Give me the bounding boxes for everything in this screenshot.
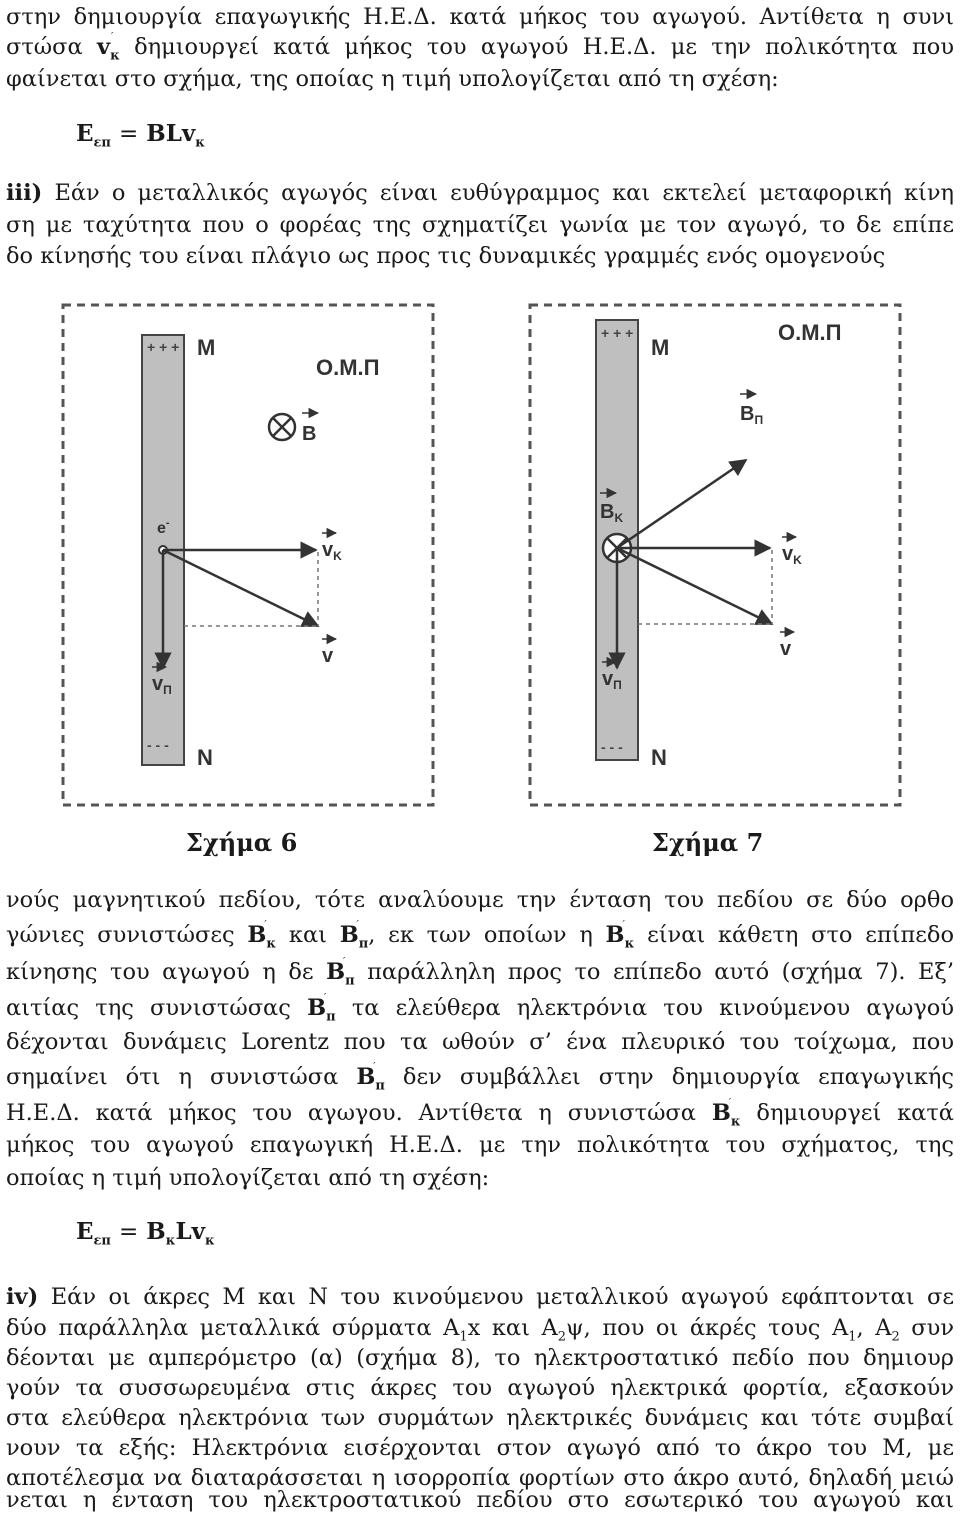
paragraph-line: αιτίας της $\sigma\upsilon\nu\iota\sigma\tau ώ\sigma\alpha\varsigma \to B_\pi$ τα ελεύθερα ηλεκτρόνια του κινούμενου αγωγού [6,993,954,1023]
label-b: B [302,423,317,445]
vector-symbol: → $B_\kappa$ [247,920,276,950]
negative-charges: - - - [601,739,623,755]
paragraph-line: σημαίνει ότι η $\sigma\upsilon\nu\iota\sigma\tau ώ\sigma\alpha \to B_\pi$ δεν συμβάλλει στην δημιουργία επαγωγικής [6,1062,954,1092]
label-vk: $v_K$ [322,539,342,563]
figure-6-caption: Σχήμα 6 [186,828,298,857]
vector-symbol: → $B_\kappa$ [606,920,635,950]
paragraph-line: iv) Εάν οι άκρες Μ και Ν του κινούμενου μεταλλικού αγωγού εφάπτονται σε [6,1284,954,1310]
label-bk: $B_K$ [600,501,624,525]
equation-emf: $E_{\varepsilon\pi} = BLv_\kappa$ [76,120,205,151]
field-region-border [530,305,900,805]
figures-svg [0,290,960,830]
paragraph-line: μήκος του αγωγού επαγωγική Η.Ε.Δ. με την πολικότητα του σχήματος, της [6,1132,954,1158]
paragraph-line: νούς μαγνητικού πεδίου, τότε αναλύουμε την ένταση του πεδίου σε δύο ορθο [6,887,954,913]
magnetic-field-into-page-icon [269,414,295,440]
item-label: iv) [6,1284,39,1310]
label-vp: $v_\Pi$ [602,668,622,692]
paragraph-line: αποτέλεσμα να διαταράσσεται η ισορροπία φορτίων στο άκρο αυτό, δηλαδή μειώ [6,1465,954,1491]
text-span: στώσα [6,34,83,60]
vector-symbol: → $B_\pi$ [340,920,369,950]
vector-v [617,548,772,624]
label-field: Ο.Μ.Π [316,355,380,380]
positive-charges: + + + [147,339,180,355]
figure-7-caption: Σχήμα 7 [652,828,764,857]
figure-7 [530,305,900,805]
vector-symbol: → $v_\kappa$ [97,32,120,62]
item-label: iii) [6,180,43,206]
field-region-border [63,305,433,805]
paragraph-line: νεται η ένταση του ηλεκτροστατικού πεδίου στο εσωτερικό του αγωγού και [6,1487,954,1513]
positive-charges: + + + [601,325,634,341]
equation-emf-component: $E_{\varepsilon\pi} = B_\kappa Lv_\kappa$ [76,1218,215,1249]
paragraph-line: δύο παράλληλα μεταλλικά σύρματα $A_1x$ και $A_2\psi$, που οι άκρές τους $A_1$, $A_2$ συν [6,1315,954,1343]
label-bp: $B_\Pi$ [740,403,764,427]
paragraph-line: οποίας η τιμή υπολογίζεται από τη σχέση: [6,1165,490,1191]
label-v: v [780,638,792,660]
paragraph-line: φαίνεται στο σχήμα, της οποίας η τιμή υπολογίζεται από τη σχέση: [6,66,779,92]
label-end-m: M [651,335,670,360]
vector-v [163,550,318,626]
paragraph-line: Η.Ε.Δ. κατά μήκος του αγωγου. Αντίθετα η $\sigma\upsilon\nu\iota\sigma\tau ώ\sigma\alpha \to B_\kappa$ δημιουργεί κατά [6,1098,954,1128]
paragraph-line: δέονται με αμπερόμετρο (α) (σχήμα 8), το ηλεκτροστατικό πεδίο που δημιουρ [6,1345,954,1371]
paragraph-line: iii) Εάν ο μεταλλικός αγωγός είναι ευθύγραμμος και εκτελεί μεταφορική κίνη [6,180,954,206]
vector-symbol: → $B_\pi$ [326,957,355,987]
label-end-n: N [197,745,213,770]
paragraph-line: δέχονται δυνάμεις Lorentz που τα ωθούν σ’ ένα πλευρικό του τοίχωμα, που [6,1029,954,1055]
label-electron: e- [157,517,170,537]
paragraph-line: γώνιες $\sigma\upsilon\nu\iota\sigma\tau ώ\sigma\varepsilon\varsigma \to B_\kappa$ $\kappa\alpha\iota \to B_\pi$, εκ των οποίων $\eta \to B_\kappa$ είναι κάθετη στο επίπεδο [6,920,954,950]
vector-symbol: → $B_\pi$ [307,993,336,1023]
label-v: v [322,645,334,667]
label-vk: $v_K$ [782,543,802,567]
label-end-n: N [651,745,667,770]
paragraph-line: δο κίνησής του είναι πλάγιο ως προς τις δυναμικές γραμμές ενός ομογενούς [6,243,886,269]
vector-symbol: → $B_\pi$ [356,1062,385,1092]
paragraph-line: στα ελεύθερα ηλεκτρόνια των συρμάτων ηλεκτρικές δυνάμεις και τότε συμβαί [6,1405,954,1431]
paragraph-line: γούν τα συσσωρευμένα στις άκρες του αγωγού ηλεκτρικά φορτία, εξασκούν [6,1375,954,1401]
paragraph-line: νουν τα εξής: Ηλεκτρόνια εισέρχονται στον αγωγό από το άκρο του Μ, με [6,1435,954,1461]
label-end-m: M [197,335,216,360]
paragraph-line: ση με ταχύτητα που ο φορέας της σχηματίζει γωνία με τον αγωγό, το δε επίπε [6,212,954,238]
figure-6 [63,305,433,805]
text-span: δημιουργεί κατά μήκος του αγωγού Η.Ε.Δ. με την πολικότητα που [134,34,954,60]
vector-symbol: → $B_\kappa$ [712,1098,741,1128]
paragraph-line [6,32,954,62]
label-field: Ο.Μ.Π [778,320,842,345]
label-vp: $v_\Pi$ [152,673,172,697]
paragraph-line: στην δημιουργία επαγωγικής Η.Ε.Δ. κατά μήκος του αγωγού. Αντίθετα η συνι [6,4,954,30]
paragraph-line: κίνησης του αγωγού η $\delta\varepsilon \to B_\pi$ παράλληλη προς το επίπεδο αυτό (σχήμα 7). Εξ’ [6,957,954,987]
negative-charges: - - - [147,737,169,753]
